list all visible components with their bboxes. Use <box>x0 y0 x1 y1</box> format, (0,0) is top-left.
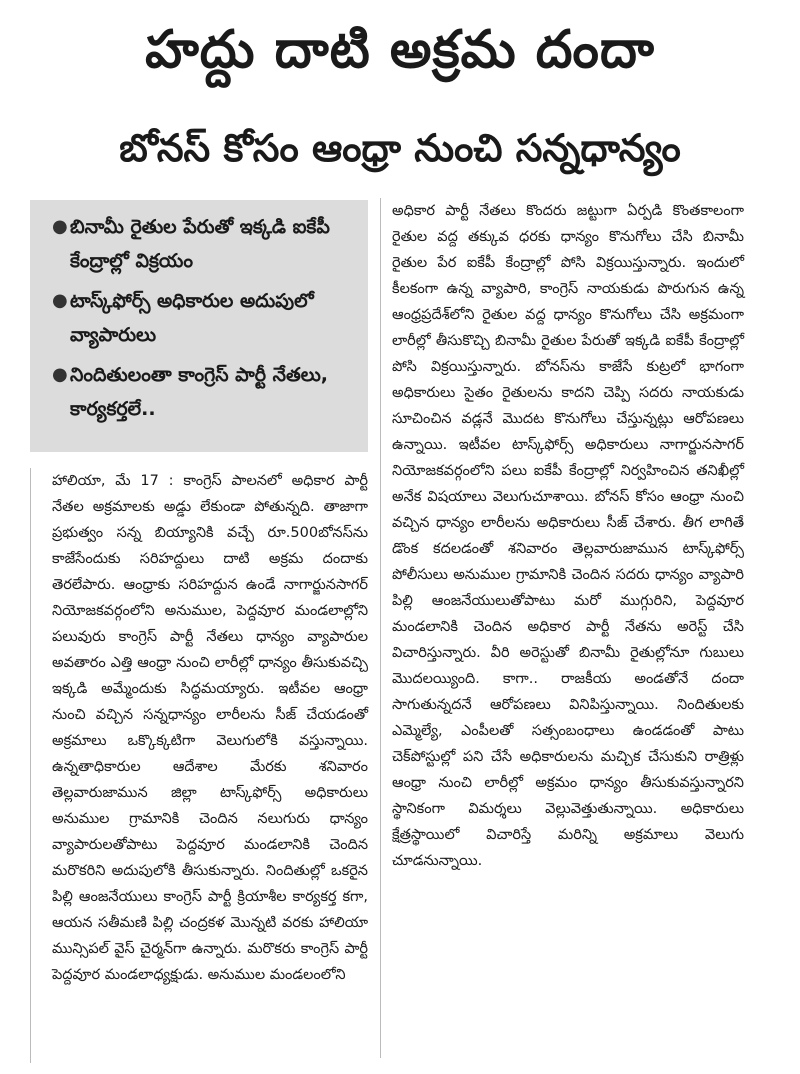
bullet-icon: ● <box>52 364 68 385</box>
bullet-icon: ● <box>52 290 68 311</box>
highlight-item <box>52 358 356 426</box>
body-column-right <box>392 198 744 874</box>
article-headline: హద్దు దాటి అక్రమ దందా <box>145 20 655 80</box>
body-text-left: హాలియా, మే 17 : కాంగ్రెస్ పాలనలో అధికార పార్టీ నేతల అక్రమాలకు అడ్డు లేకుండా పోతున్నది. తాజాగా ప్రభుత్వం సన్న బియ్యానికి వచ్చే రూ.500బోనస్‌ను కాజేసేందుకు సరిహద్దులు దాటి అక్రమ దందాకు తెరలేపారు. ఆంధ్రాకు సరిహద్దున ఉండే నాగార్జునసాగర్ నియోజకవర్గంలోని అనుముల, పెద్దవూర మండలాల్లోని పలువురు కాంగ్రెస్ పార్టీ నేతలు ధాన్యం వ్యాపారుల అవతారం ఎత్తి ఆంధ్రా నుంచి లారీల్లో ధాన్యం తీసుకువచ్చి ఇక్కడి అమ్మేందుకు సిద్ధమయ్యారు. ఇటీవల ఆంధ్రా నుంచి వచ్చిన సన్నధాన్యం లారీలను సీజ్ చేయడంతో అక్రమాలు ఒక్కొక్కటిగా వెలుగులోకి వస్తున్నాయి. ఉన్నతాధికారుల ఆదేశాల మేరకు శనివారం తెల్లవారుజామున జిల్లా టాస్క్‌ఫోర్స్ అధికారులు అనుముల గ్రామానికి చెందిన నలుగురు ధాన్యం వ్యాపారులతోపాటు పెద్దవూర మండలానికి చెందిన మరొకరిని అదుపులోకి తీసుకున్నారు. నిందితుల్లో ఒకరైన పిల్లి ఆంజనేయులు కాంగ్రెస్ పార్టీ క్రియాశీల కార్యకర్త కగా, ఆయన సతీమణి పిల్లి చంద్రకళ మొన్నటి వరకు హాలియా మున్సిపల్ వైస్ చైర్మన్‌గా ఉన్నారు. మరొకరు కాంగ్రెస్ పార్టీ పెద్దవూర మండలాధ్యక్షుడు. అనుముల మండలంలోని <box>52 473 368 983</box>
highlight-text: బినామీ రైతుల పేరుతో ఇక్కడి ఐకేపీ కేంద్రాల్లో విక్రయం <box>70 216 330 272</box>
highlight-item <box>52 210 356 278</box>
highlight-text: నిందితులంతా కాంగ్రెస్ పార్టీ నేతలు, కార్యకర్తలే.. <box>70 364 329 420</box>
highlight-text: టాస్క్‌ఫోర్స్ అధికారుల అదుపులో వ్యాపారులు <box>70 290 314 346</box>
column-rule <box>30 468 31 1063</box>
body-text-right: అధికార పార్టీ నేతలు కొందరు జట్టుగా ఏర్పడి కొంతకాలంగా రైతుల వద్ద తక్కువ ధరకు ధాన్యం కొనుగోలు చేసి బినామీ రైతుల పేర ఐకేపీ కేంద్రాల్లో పోసి విక్రయిస్తున్నారు. ఇందులో కీలకంగా ఉన్న వ్యాపారి, కాంగ్రెస్ నాయకుడు పొరుగున ఉన్న ఆంధ్రప్రదేశ్‌లోని రైతుల వద్ద ధాన్యం కొనుగోలు చేసి అక్రమంగా లారీల్లో తీసుకొచ్చి బినామీ రైతుల పేరుతో ఇక్కడి ఐకేపీ కేంద్రాల్లో పోసి విక్రయిస్తున్నారు. బోనస్‌ను కాజేసే కుట్రలో భాగంగా అధికారులు సైతం రైతులను కాదని చెప్పి సదరు నాయకుడు సూచించిన వడ్లనే మొదట కొనుగోలు చేస్తున్నట్లు ఆరోపణలు ఉన్నాయి. ఇటీవల టాస్క్‌ఫోర్స్ అధికారులు నాగార్జునసాగర్ నియోజకవర్గంలోని పలు ఐకేపీ కేంద్రాల్లో నిర్వహించిన తనిఖీల్లో అనేక విషయాలు వెలుగుచూశాయి. బోనస్ కోసం ఆంధ్రా నుంచి వచ్చిన ధాన్యం లారీలను అధికారులు సీజ్ చేశారు. తీగ లాగితే డొంక కదలడంతో శనివారం తెల్లవారుజామున టాస్క్‌ఫోర్స్ పోలీసులు అనుముల గ్రామానికి చెందిన సదరు ధాన్యం వ్యాపారి పిల్లి ఆంజనేయులుతోపాటు మరో ముగ్గురిని, పెద్దవూర మండలానికి చెందిన అధికార పార్టీ నేతను అరెస్ట్ చేసి విచారిస్తున్నారు. వీరి అరెస్టుతో బినామీ రైతుల్లోనూ గుబులు మొదలయ్యింది. కాగా.. రాజకీయ అండతోనే దందా సాగుతున్నదనే ఆరోపణలు వినిపిస్తున్నాయి. నిందితులకు ఎమ్మెల్యే, ఎంపీలతో సత్సంబంధాలు ఉండడంతో పాటు చెక్‌పోస్టుల్లో పని చేసే అధికారులను మచ్చిక చేసుకుని రాత్రిళ్లు ఆంధ్రా నుంచి లారీల్లో అక్రమం ధాన్యం తీసుకువస్తున్నారని స్థానికంగా విమర్శలు వెల్లువెత్తుతున్నాయి. అధికారులు క్షేత్రస్థాయిలో విచారిస్తే మరిన్ని అక్రమాలు వెలుగు చూడనున్నాయి. <box>392 203 744 869</box>
column-divider <box>380 198 381 1058</box>
highlights-box <box>30 200 368 452</box>
bullet-icon: ● <box>52 216 68 237</box>
body-column-left <box>52 468 368 988</box>
article-subheadline: బోనస్ కోసం ఆంధ్రా నుంచి సన్నధాన్యం <box>119 126 681 170</box>
highlight-item <box>52 284 356 352</box>
